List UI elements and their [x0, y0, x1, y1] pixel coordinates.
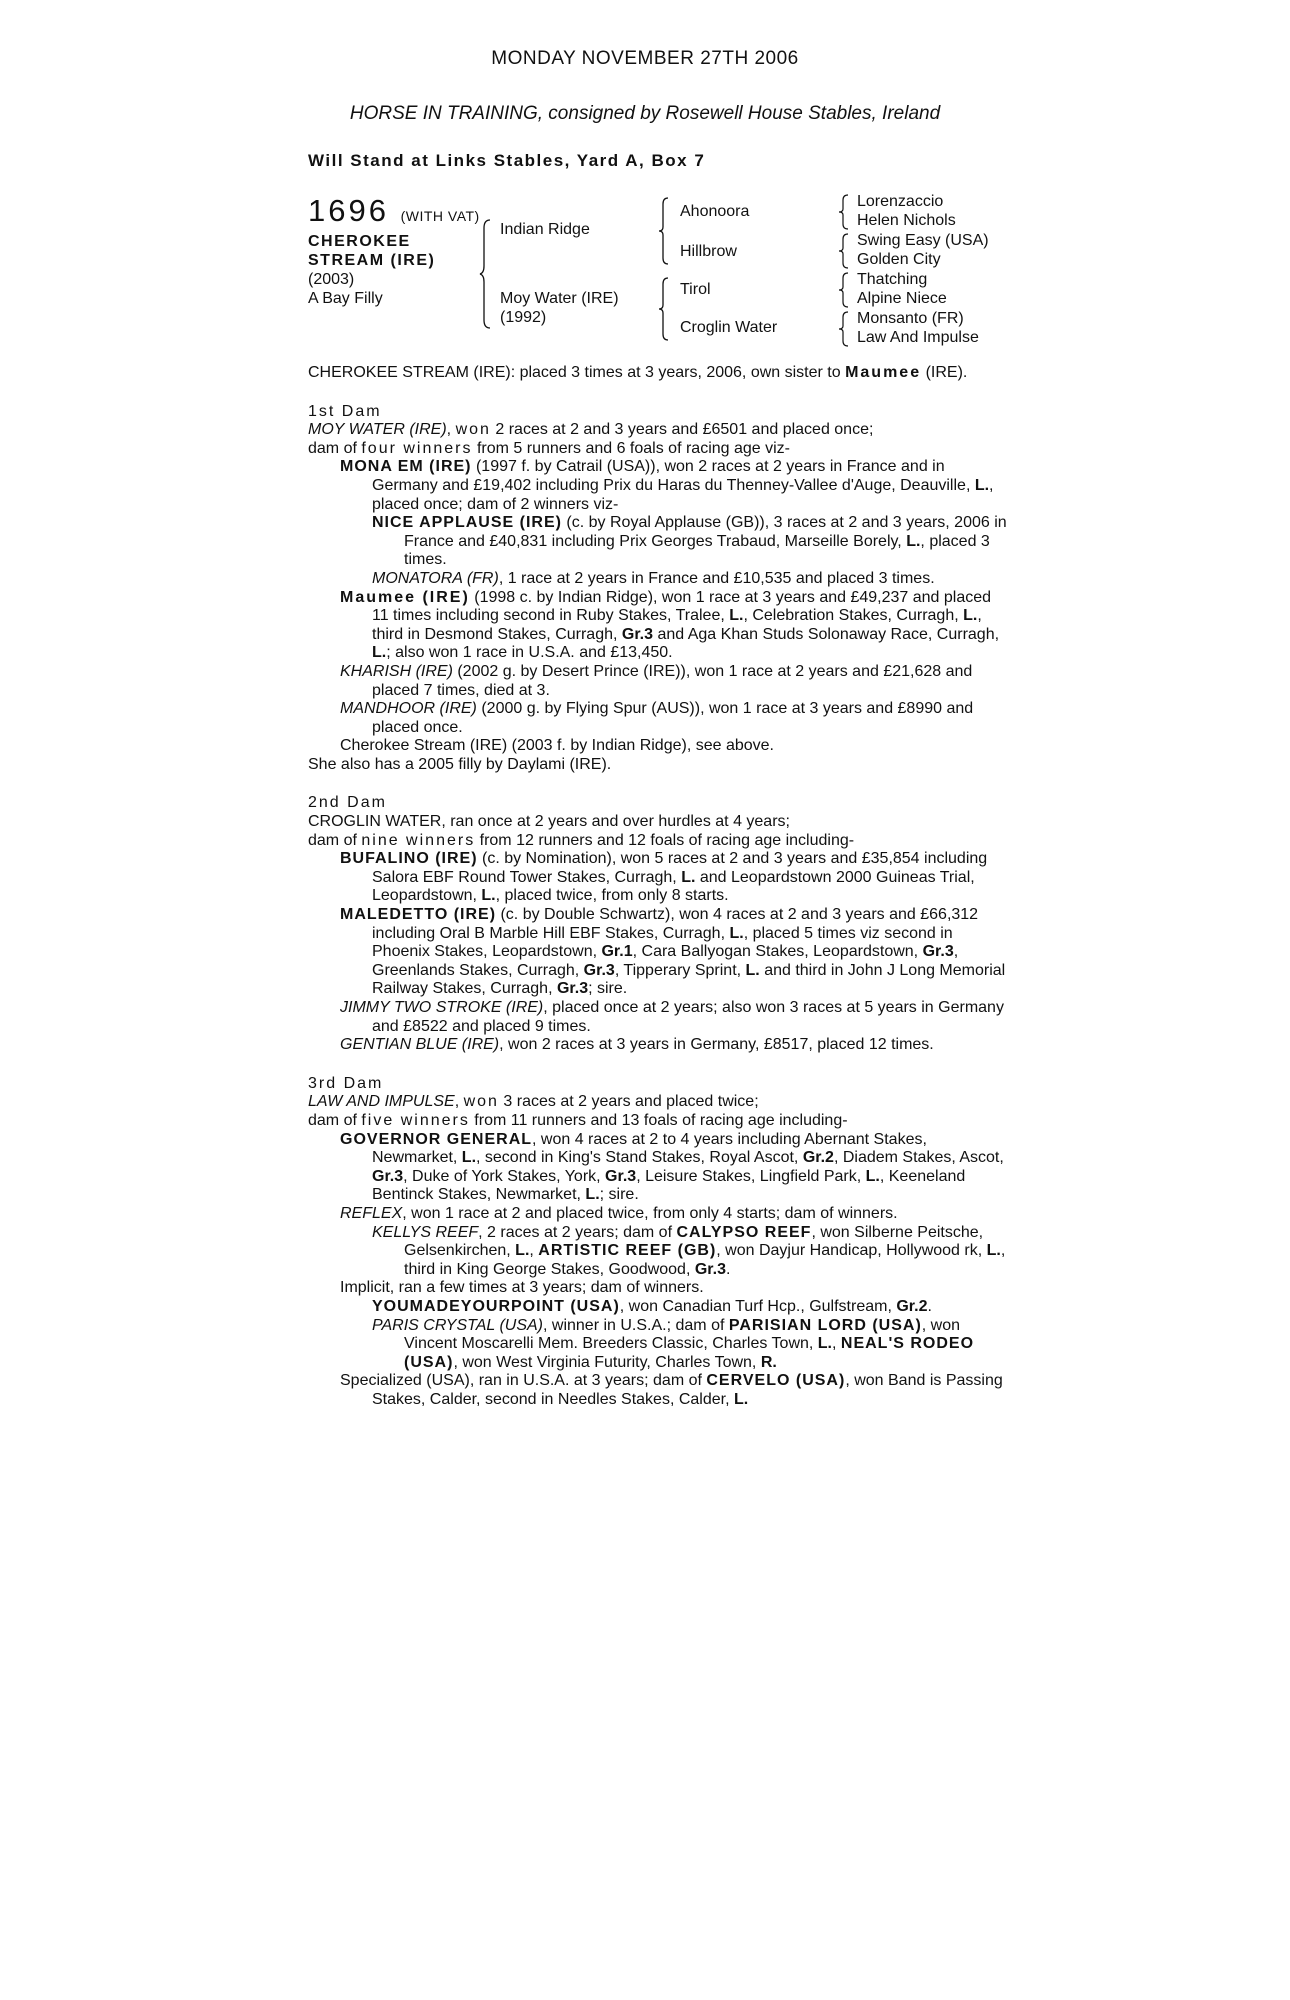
produce-mona-em: MONA EM (IRE) (1997 f. by Catrail (USA)), won 2 races at 2 years in France and in Germany and £19,402 including Prix du Haras du Thenney-Vallee d'Auge, Deauville, L., placed once; dam of 2 winners viz- [340, 458, 994, 513]
second-dam-produce: dam of nine winners from 12 runners and 12 foals of racing age including- [308, 831, 855, 849]
third-dam-produce: dam of five winners from 11 runners and 13 foals of racing age including- [308, 1111, 848, 1129]
ancestor-8: Law And Impulse [857, 329, 979, 346]
produce-cherokee-stream: Cherokee Stream (IRE) (2003 f. by Indian Ridge), see above. [340, 737, 774, 755]
produce-youmadeyourpoint: YOUMADEYOURPOINT (USA), won Canadian Turf Hcp., Gulfstream, Gr.2. [372, 1297, 932, 1315]
produce-maumee: Maumee (IRE) (1998 c. by Indian Ridge), won 1 race at 3 years and £49,237 and placed 11 times including second in Ruby Stakes, Tralee, L., Celebration Stakes, Curragh, L., third in Desmond Stakes, Curragh, Gr.3 and Aga Khan Studs Solonaway Race, Curragh, L.; also won 1 race in U.S.A. and £13,450. [340, 588, 1000, 662]
pedigree-bracket-g4 [838, 310, 852, 348]
horse-summary: CHEROKEE STREAM (IRE): placed 3 times at 3 years, 2006, own sister to Maumee (IRE). [308, 364, 968, 381]
lot-number [308, 193, 480, 229]
produce-gentian-blue: GENTIAN BLUE (IRE), won 2 races at 3 years in Germany, £8517, placed 12 times. [340, 1036, 934, 1054]
second-dam-heading: 2nd Dam [308, 794, 387, 812]
first-dam-produce: dam of four winners from 5 runners and 6 foals of racing age viz- [308, 439, 791, 457]
produce-specialized: Specialized (USA), ran in U.S.A. at 3 years; dam of CERVELO (USA), won Band is Passing Stakes, Calder, second in Needles Stakes, Calder, L. [340, 1372, 1003, 1408]
ancestor-6: Alpine Niece [857, 290, 947, 307]
sale-date: MONDAY NOVEMBER 27TH 2006 [491, 48, 799, 69]
first-dam-line: MOY WATER (IRE), won 2 races at 2 and 3 years and £6501 and placed once; [308, 421, 874, 439]
produce-kellys-reef: KELLYS REEF, 2 races at 2 years; dam of CALYPSO REEF, won Silberne Peitsche, Gelsenkirchen, L., ARTISTIC REEF (GB), won Dayjur Handicap, Hollywood rk, L., third in King George Stakes, Goodwood, Gr.3. [372, 1223, 1006, 1278]
pedigree-bracket-g2 [838, 232, 852, 270]
vat-note: (WITH VAT) [400, 208, 480, 224]
pedigree-bracket-g3 [838, 271, 852, 309]
dam-sire-name: Tirol [680, 281, 711, 298]
sire-dam-name: Hillbrow [680, 243, 737, 260]
second-dam-line: CROGLIN WATER, ran once at 2 years and over hurdles at 4 years; [308, 813, 790, 831]
produce-bufalino: BUFALINO (IRE) (c. by Nomination), won 5 races at 2 and 3 years and £35,854 including Salora EBF Round Tower Stakes, Curragh, L. and Leopardstown 2000 Guineas Trial, Leopardstown, L., placed twice, from only 8 starts. [340, 850, 988, 905]
horse-name-line1: CHEROKEE [308, 233, 411, 250]
first-dam-heading: 1st Dam [308, 402, 382, 420]
ancestor-1: Lorenzaccio [857, 193, 944, 210]
sire-name: Indian Ridge [500, 221, 590, 238]
sire-sire-name: Ahonoora [680, 203, 750, 220]
produce-kharish: KHARISH (IRE) (2002 g. by Desert Prince (IRE)), won 1 race at 2 years and £21,628 and placed 7 times, died at 3. [340, 662, 973, 699]
dam-dam-name: Croglin Water [680, 319, 778, 336]
produce-reflex: REFLEX, won 1 race at 2 and placed twice, from only 4 starts; dam of winners. [340, 1204, 898, 1222]
produce-nice-applause: NICE APPLAUSE (IRE) (c. by Royal Applause (GB)), 3 races at 2 and 3 years, 2006 in France and £40,831 including Prix Georges Trabaud, Marseille Borely, L., placed 3 times. [372, 514, 1007, 569]
third-dam-line: LAW AND IMPULSE, won 3 races at 2 years and placed twice; [308, 1093, 759, 1111]
ancestor-2: Helen Nichols [857, 212, 956, 229]
catalogue-body [308, 364, 1008, 1409]
ancestor-5: Thatching [857, 271, 928, 288]
pedigree-bracket-sire [658, 196, 674, 266]
pedigree-bracket-main [480, 218, 500, 330]
produce-paris-crystal: PARIS CRYSTAL (USA), winner in U.S.A.; dam of PARISIAN LORD (USA), won Vincent Moscarelli Mem. Breeders Classic, Charles Town, L., NEAL'S RODEO (USA), won West Virginia Futurity, Charles Town, R. [372, 1316, 975, 1371]
produce-maledetto: MALEDETTO (IRE) (c. by Double Schwartz), won 4 races at 2 and 3 years and £66,312 including Oral B Marble Hill EBF Stakes, Curragh, L., placed 5 times viz second in Phoenix Stakes, Leopardstown, Gr.1, Cara Ballyogan Stakes, Leopardstown, Gr.3, Greenlands Stakes, Curragh, Gr.3, Tipperary Sprint, L. and third in John J Long Memorial Railway Stakes, Curragh, Gr.3; sire. [340, 906, 1006, 998]
horse-name-line2: STREAM (IRE) [308, 252, 436, 269]
produce-2005-filly: She also has a 2005 filly by Daylami (IRE). [308, 755, 612, 773]
lot-number-value: 1696 [308, 193, 389, 228]
horse-year: (2003) [308, 271, 355, 288]
produce-implicit: Implicit, ran a few times at 3 years; dam of winners. [340, 1279, 704, 1297]
ancestor-4: Golden City [857, 251, 941, 268]
third-dam-heading: 3rd Dam [308, 1074, 384, 1092]
pedigree-bracket-g1 [838, 193, 852, 231]
horse-description: A Bay Filly [308, 290, 383, 307]
produce-monatora: MONATORA (FR), 1 race at 2 years in France and £10,535 and placed 3 times. [372, 569, 935, 587]
dam-year: (1992) [500, 309, 547, 326]
stand-location: Will Stand at Links Stables, Yard A, Box 7 [308, 151, 706, 170]
consignment-line: HORSE IN TRAINING, consigned by Rosewell House Stables, Ireland [349, 103, 941, 124]
dam-name: Moy Water (IRE) [500, 290, 619, 307]
produce-jimmy-two-stroke: JIMMY TWO STROKE (IRE), placed once at 2 years; also won 3 races at 5 years in Germany and £8522 and placed 9 times. [340, 999, 1004, 1035]
ancestor-7: Monsanto (FR) [857, 310, 964, 327]
pedigree-bracket-dam [658, 276, 674, 342]
ancestor-3: Swing Easy (USA) [857, 232, 989, 249]
produce-governor-general: GOVERNOR GENERAL, won 4 races at 2 to 4 years including Abernant Stakes, Newmarket, L., second in King's Stand Stakes, Royal Ascot, Gr.2, Diadem Stakes, Ascot, Gr.3, Duke of York Stakes, York, Gr.3, Leisure Stakes, Lingfield Park, L., Keeneland Bentinck Stakes, Newmarket, L.; sire. [340, 1130, 1004, 1204]
produce-mandhoor: MANDHOOR (IRE) (2000 g. by Flying Spur (AUS)), won 1 race at 3 years and £8990 and placed once. [340, 700, 974, 736]
